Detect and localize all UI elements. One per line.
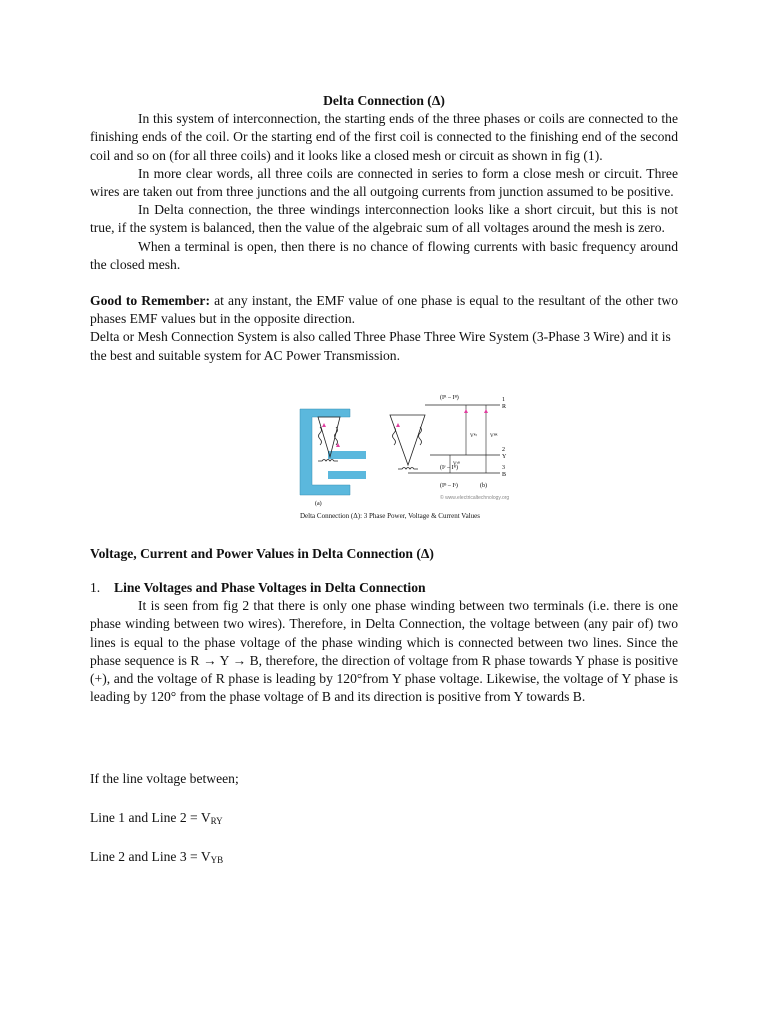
num-1: 1	[502, 396, 505, 403]
coil-a1	[319, 427, 322, 445]
terminal-r: R	[502, 403, 507, 410]
good-to-remember	[90, 292, 678, 328]
line-1-2	[90, 809, 678, 828]
remember-label: Good to Remember:	[90, 293, 210, 309]
remember-text-2: Delta or Mesh Connection System is also called Three Phase Three Wire System (3-Phase 3 Wire) and it is the best and suitable system for AC Power Transmission.	[90, 329, 671, 363]
arrow-icon	[464, 409, 468, 413]
num-3: 3	[502, 464, 505, 471]
arrow-icon	[484, 409, 488, 413]
line-1-2-text: Line 1 and Line 2 = V	[90, 809, 211, 825]
coil-a3	[318, 459, 338, 461]
figure-caption: Delta Connection (Δ): 3 Phase Power, Voltage & Current Values	[300, 511, 480, 520]
remember-text: at any instant, the EMF value of one phase is equal to the resultant of the other two phases EMF values but in the opposite direction.	[90, 293, 678, 327]
line-2-3-sub: YB	[210, 854, 224, 865]
delta-connection-figure	[90, 387, 678, 525]
current-top-label: (Iᴿ – Iᴮ)	[440, 394, 459, 401]
watermark: © www.electricaltechnology.org	[440, 494, 510, 501]
busbar-lower	[328, 471, 366, 479]
line-1-2-sub: RY	[210, 815, 223, 826]
document-content	[90, 92, 678, 867]
current-bottom-label: (Iᴮ – Iᵞ)	[440, 482, 458, 489]
spacer	[90, 274, 678, 292]
paragraph-short-circuit: In Delta connection, the three windings interconnection looks like a short circuit, but this is not true, if the system is balanced, then the value of the algebraic sum of all voltages around the mesh is zero.	[90, 202, 678, 236]
section-body: It is seen from fig 2 that there is only one phase winding between two terminals (i.e. there is one phase winding between two wires). Therefore, in Delta Connection, the voltage between (any pair of) two lines is equal to the phase voltage of the phase winding which is connected between two lines. Since the phase sequence is R → Y → B, therefore, the direction of voltage from R phase towards Y phase is positive (+), and the voltage of R phase is leading by 120°from Y phase voltage. Likewise, the voltage of Y phase is leading by 120° from the phase voltage of B and its direction is positive from Y towards B.	[90, 598, 678, 705]
paragraph-series: In more clear words, all three coils are connected in series to form a close mesh or circuit. Three wires are taken out from three junctions and the all outgoing currents from junction assumed to be positive.	[90, 165, 678, 200]
label-a: (a)	[315, 500, 322, 507]
current-mid-label: (Iᵞ – Iᴿ)	[440, 464, 459, 471]
terminal-y: Y	[502, 453, 507, 460]
arrow-icon	[336, 443, 340, 447]
paragraph-open-terminal: When a terminal is open, then there is no chance of flowing currents with basic frequency around the closed mesh.	[90, 238, 678, 272]
paragraph-interconnection: In this system of interconnection, the starting ends of the three phases or coils are connected to the finishing ends of the coil. Or the starting end of the first coil is connected to the finishing end of the second coil and so on (for all three coils) and it looks like a closed mesh or circuit as shown in fig (1).	[90, 111, 678, 163]
v-ry-label: Vᴿᵞ	[470, 433, 477, 439]
coil-b3	[398, 467, 418, 469]
busbar-middle	[328, 451, 366, 459]
terminal-b: B	[502, 471, 507, 478]
spacer	[90, 706, 678, 770]
num-2: 2	[502, 446, 505, 453]
section-heading: Voltage, Current and Power Values in Delta Connection (Δ)	[90, 545, 434, 561]
subheading: Line Voltages and Phase Voltages in Delta Connection	[114, 580, 426, 596]
delta-diagram-a	[300, 409, 366, 507]
arrow-icon	[396, 423, 400, 427]
v-yb-label: Vᵞᴮ	[453, 461, 460, 467]
page-title: Delta Connection (Δ)	[323, 93, 445, 108]
line-voltage-intro: If the line voltage between;	[90, 771, 239, 787]
line-2-3	[90, 848, 678, 867]
arrow-icon	[322, 423, 326, 427]
label-b: (b)	[480, 482, 487, 489]
delta-circuit-diagram	[290, 387, 610, 517]
numbered-heading	[90, 579, 678, 597]
v-br-label: Vᴮᴿ	[490, 433, 498, 439]
heading-number: 1.	[90, 580, 101, 596]
delta-diagram-b	[390, 394, 509, 501]
line-2-3-text: Line 2 and Line 3 = V	[90, 848, 211, 864]
